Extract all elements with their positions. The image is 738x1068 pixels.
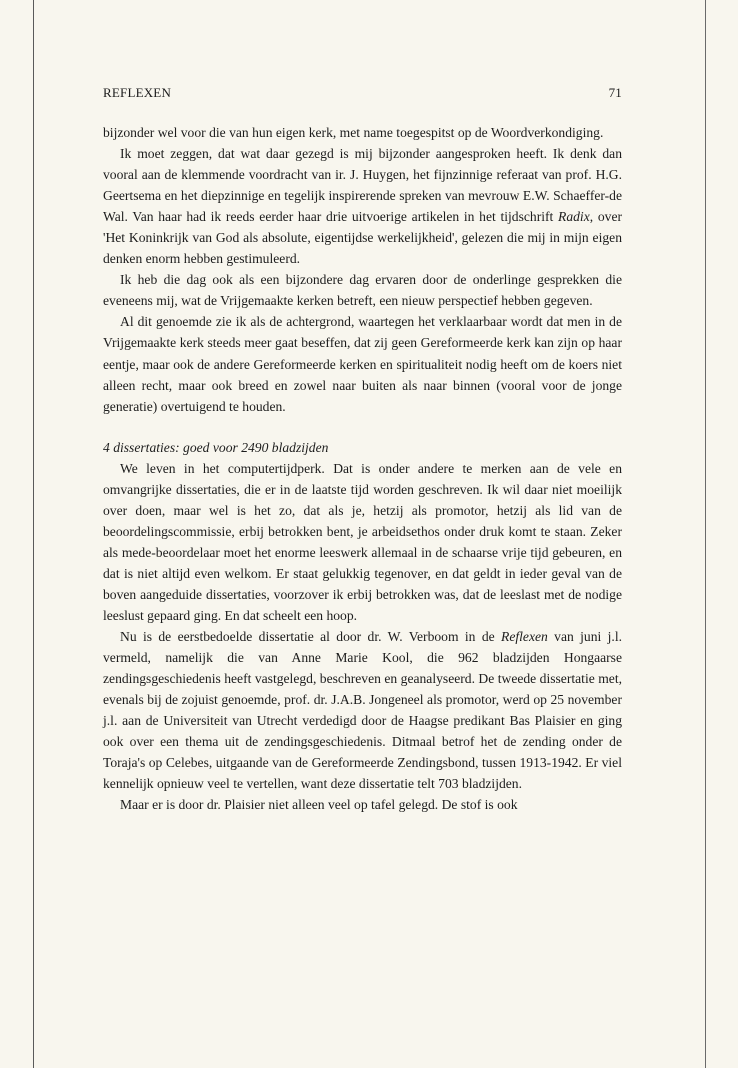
paragraph: Al dit genoemde zie ik als de achtergrond, waartegen het verklaarbaar wordt dat men in de Vrijgemaakte kerk steeds meer gaat beseffen, dat zij geen Gereformeerde kerk kan zijn op haar eentje, maar ook de andere Gereformeerde kerken en spiritualiteit nodig heeft om de koers niet alleen recht, maar ook breed en zowel naar buiten als naar binnen (vooral voor de jonge generatie) overtuigend te houden. (103, 314, 622, 414)
paragraph-text: Ik moet zeggen, dat wat daar gezegd is mij bijzonder aangesproken heeft. Ik denk dan vooral aan de klemmende voordracht van ir. J. Huygen, het fijnzinnige referaat van prof. H.G. Geertsema en het diepzinnige en tegelijk inspirerende spreken van mevrouw E.W. Schaeffer-de Wal. Van haar had ik reeds eerder haar drie uitvoerige artikelen in het tijdschrift (103, 146, 622, 225)
paragraph (103, 143, 622, 269)
running-head-title: REFLEXEN (103, 85, 172, 100)
journal-title: Radix (558, 209, 590, 225)
paragraph: We leven in het computertijdperk. Dat is onder andere te merken aan de vele en omvangrijke dissertaties, die er in de laatste tijd worden geschreven. Ik wil daar niet moeilijk over doen, maar wel is het zo, dat als je, hetzij als promotor, hetzij als lid van de beoordelingscommissie, erbij betrokken bent, je arbeidsethos onder druk komt te staan. Zeker als mede-beoordelaar moet het enorme leeswerk allemaal in de schaarse vrije tijd gebeuren, en dat is niet altijd even welkom. Er staat gelukkig tegenover, en dat geldt in ieder geval van de boven aangeduide dissertaties, voorzover ik erbij betrokken was, dat de leeslast met de nodige leeslust gepaard ging. En dat scheelt een hoop. (103, 460, 622, 624)
journal-title: Reflexen (501, 629, 548, 645)
page-number: 71 (608, 85, 622, 100)
body-text (103, 122, 622, 816)
paragraph-text: van juni j.l. vermeld, namelijk die van Anne Marie Kool, die 962 bladzijden Hongaarse zendingsgeschiedenis heeft vastgelegd, beschreven en geanalyseerd. De tweede dissertatie met, evenals bij de zojuist genoemde, prof. dr. J.A.B. Jongeneel als promotor, werd op 25 november j.l. aan de Universiteit van Utrecht verdedigd door de Haagse predikant Bas Plaisier en ging ook over een thema uit de zendingsgeschiedenis. Ditmaal betrof het de zending onder de Toraja's op Celebes, uitgaande van de Gereformeerde Zendingsbond, tussen 1913-1942. Er viel kennelijk opnieuw veel te vertellen, want deze dissertatie telt 703 bladzijden. (103, 629, 622, 792)
page-edge-left (33, 0, 34, 1068)
paragraph (103, 626, 622, 794)
paragraph: Maar er is door dr. Plaisier niet alleen veel op tafel gelegd. De stof is ook (120, 797, 518, 813)
section-heading: 4 dissertaties: goed voor 2490 bladzijden (103, 439, 329, 455)
paragraph-text: , over 'Het Koninkrijk van God als absolute, eigentijdse werkelijkheid', gelezen die mij in mijn eigen denken enorm hebben gestimuleerd. (103, 209, 622, 267)
paragraph: Ik heb die dag ook als een bijzondere dag ervaren door de onderlinge gesprekken die eveneens mij, wat de Vrijgemaakte kerken betreft, een nieuw perspectief hebben gegeven. (103, 272, 622, 309)
paragraph: bijzonder wel voor die van hun eigen kerk, met name toegespitst op de Woordverkondiging. (103, 125, 604, 140)
paragraph-text: Nu is de eerstbedoelde dissertatie al door dr. W. Verboom in de (120, 629, 502, 645)
page-edge-right (705, 0, 706, 1068)
